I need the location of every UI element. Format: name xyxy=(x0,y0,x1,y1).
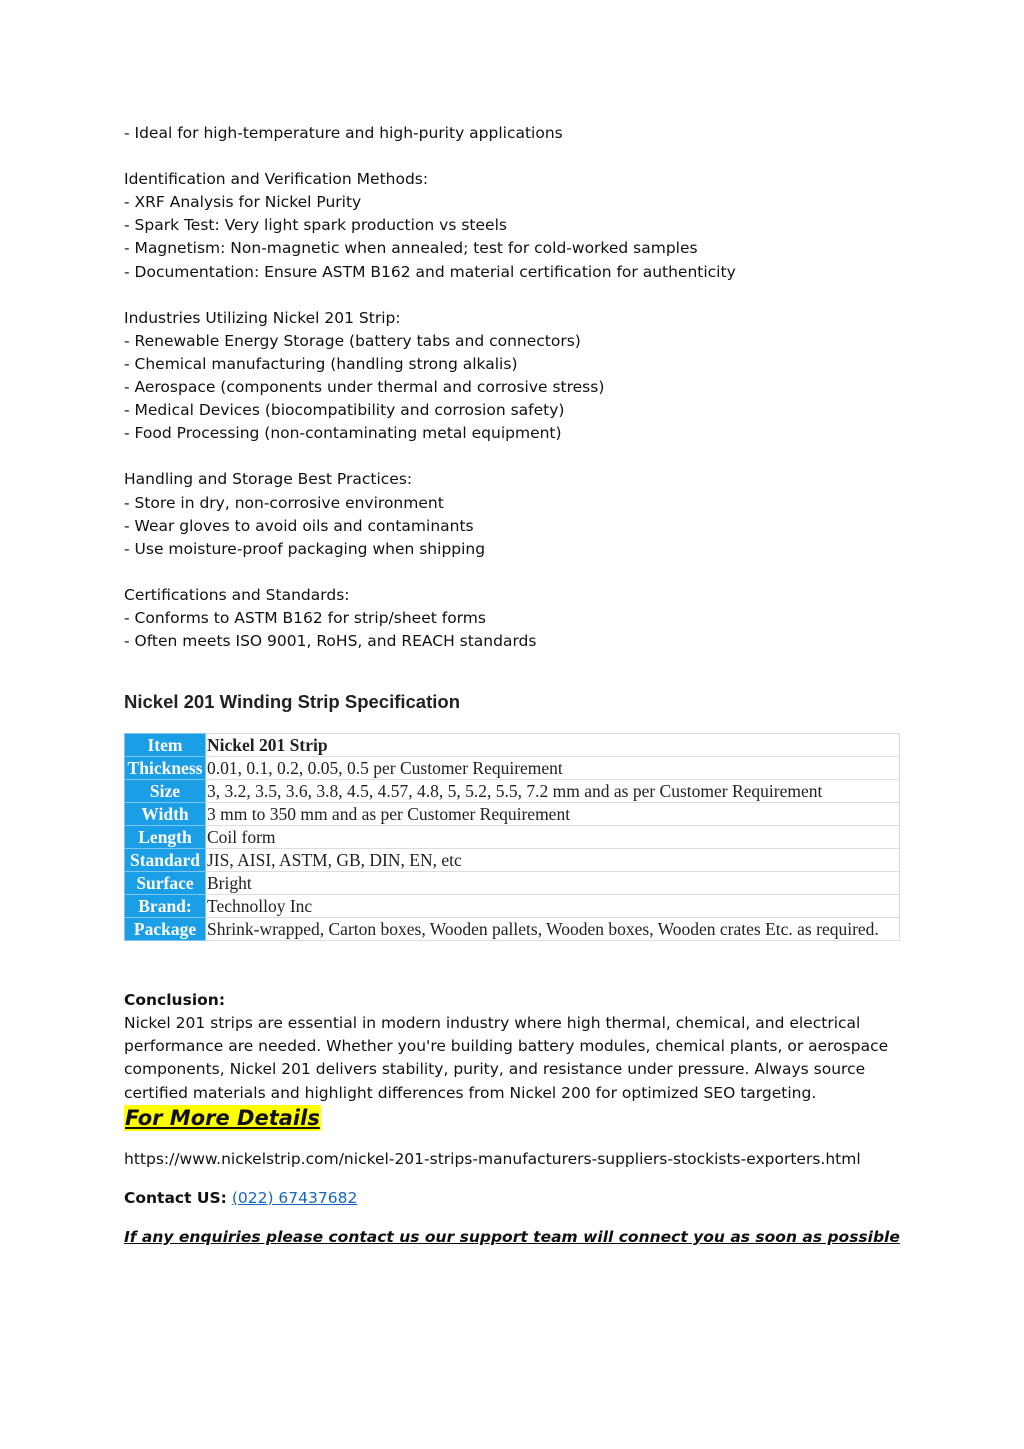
document-page xyxy=(124,122,900,1249)
list-item: - Food Processing (non-contaminating metal equipment) xyxy=(124,424,562,443)
table-row xyxy=(125,918,900,941)
conclusion-heading: Conclusion: xyxy=(124,991,226,1010)
spec-value: Technolloy Inc xyxy=(206,895,900,918)
list-item: - Conforms to ASTM B162 for strip/sheet forms xyxy=(124,608,486,627)
conclusion-line: certified materials and highlight differences from Nickel 200 for optimized SEO targeting. xyxy=(124,1083,817,1102)
enquiry-note: If any enquiries please contact us our support team will connect you as soon as possible xyxy=(124,1227,900,1246)
list-item: - Often meets ISO 9001, RoHS, and REACH standards xyxy=(124,632,537,651)
details-url[interactable]: https://www.nickelstrip.com/nickel-201-strips-manufacturers-suppliers-stockists-exporters.html xyxy=(124,1149,861,1168)
intro-line: - Ideal for high-temperature and high-purity applications xyxy=(124,124,563,142)
spec-key: Size xyxy=(125,780,206,803)
spec-key: Thickness xyxy=(125,757,206,780)
contact-phone-link[interactable]: (022) 67437682 xyxy=(231,1188,358,1207)
list-item: - XRF Analysis for Nickel Purity xyxy=(124,193,362,212)
spec-value: 3, 3.2, 3.5, 3.6, 3.8, 4.5, 4.57, 4.8, 5, 5.2, 5.5, 7.2 mm and as per Customer Requirement xyxy=(206,780,900,803)
list-item: - Chemical manufacturing (handling strong alkalis) xyxy=(124,354,518,373)
list-item: - Medical Devices (biocompatibility and corrosion safety) xyxy=(124,401,565,420)
list-item: - Aerospace (components under thermal and corrosive stress) xyxy=(124,378,605,397)
list-item: - Magnetism: Non-magnetic when annealed; test for cold-worked samples xyxy=(124,239,698,258)
table-row xyxy=(125,872,900,895)
spec-key: Surface xyxy=(125,872,206,895)
spec-key: Length xyxy=(125,826,206,849)
spec-table xyxy=(124,733,900,941)
table-row xyxy=(125,849,900,872)
table-row xyxy=(125,895,900,918)
table-row xyxy=(125,734,900,757)
conclusion-line: Nickel 201 strips are essential in modern industry where high thermal, chemical, and electrical xyxy=(124,1014,861,1033)
spec-title: Nickel 201 Winding Strip Specification xyxy=(124,691,460,713)
more-details-block xyxy=(124,1105,900,1131)
industries-heading: Industries Utilizing Nickel 201 Strip: xyxy=(124,308,401,327)
list-item: - Renewable Energy Storage (battery tabs and connectors) xyxy=(124,331,581,350)
spec-value: 0.01, 0.1, 0.2, 0.05, 0.5 per Customer Requirement xyxy=(206,757,900,780)
list-item: - Use moisture-proof packaging when shipping xyxy=(124,539,486,558)
spec-value: JIS, AISI, ASTM, GB, DIN, EN, etc xyxy=(206,849,900,872)
table-row xyxy=(125,757,900,780)
spec-value: Nickel 201 Strip xyxy=(206,734,900,757)
conclusion-section xyxy=(124,989,900,1104)
spec-value: Bright xyxy=(206,872,900,895)
list-item: - Store in dry, non-corrosive environment xyxy=(124,493,444,512)
more-details-link[interactable]: For More Details xyxy=(125,1105,320,1130)
list-item: - Wear gloves to avoid oils and contaminants xyxy=(124,516,474,535)
table-row xyxy=(125,780,900,803)
spec-value: 3 mm to 350 mm and as per Customer Requirement xyxy=(206,803,900,826)
spec-value: Shrink-wrapped, Carton boxes, Wooden pallets, Wooden boxes, Wooden crates Etc. as required. xyxy=(206,918,900,941)
spec-value: Coil form xyxy=(206,826,900,849)
table-row xyxy=(125,803,900,826)
handling-heading: Handling and Storage Best Practices: xyxy=(124,470,413,489)
list-item: - Documentation: Ensure ASTM B162 and material certification for authenticity xyxy=(124,262,736,281)
spec-key: Standard xyxy=(125,849,206,872)
contact-label: Contact US: xyxy=(124,1188,227,1207)
table-row xyxy=(125,826,900,849)
conclusion-line: performance are needed. Whether you're building battery modules, chemical plants, or aerospace xyxy=(124,1037,889,1056)
identification-heading: Identification and Verification Methods: xyxy=(124,170,429,189)
list-item: - Spark Test: Very light spark production vs steels xyxy=(124,216,507,235)
spec-key: Item xyxy=(125,734,206,757)
spec-key: Width xyxy=(125,803,206,826)
spec-key: Package xyxy=(125,918,206,941)
conclusion-line: components, Nickel 201 delivers stability, purity, and resistance under pressure. Always source xyxy=(124,1060,866,1079)
contact-line xyxy=(124,1187,900,1210)
certifications-heading: Certifications and Standards: xyxy=(124,585,350,604)
spec-key: Brand: xyxy=(125,895,206,918)
